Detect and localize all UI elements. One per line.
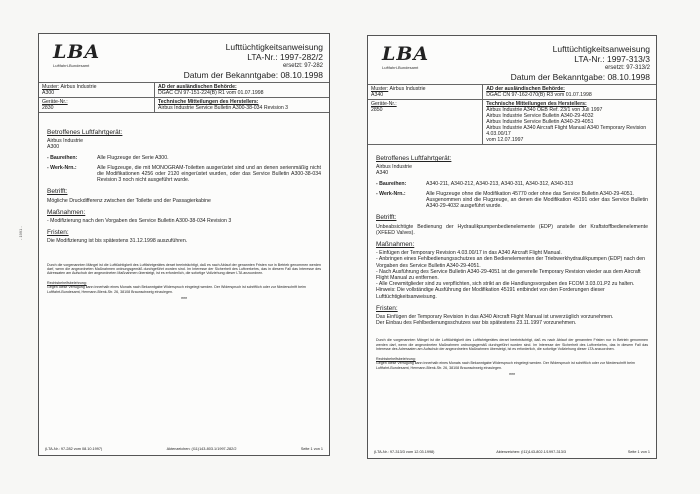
geraete-label: Geräte-Nr.:: [42, 99, 68, 105]
affected-line-1: Airbus Industrie: [47, 138, 84, 145]
authority-value: DGAC CN 97-151-224(B) R1 vom 01.07.1998: [158, 90, 264, 96]
doc-body: [47, 124, 321, 303]
doc-title: Lufttüchtigkeitsanweisung: [225, 42, 323, 52]
legal-remedy-title: Rechtsbehelfsbelehrung:: [47, 280, 87, 285]
affected-title: Betroffenes Luftfahrtgerät:: [47, 129, 123, 136]
subject-value: Unbeabsichtigte Bedienung der Hydraulikpumpenbedienelemente (EDP) anstelle der Kraftstoffbedienelemente (XFEED Valves).: [376, 223, 648, 236]
geraete-value: 2830: [42, 105, 54, 111]
info-grid: [368, 84, 656, 145]
muster-value: Airbus Industrie: [60, 84, 97, 90]
muster-label: Muster:: [371, 86, 389, 92]
logo-mark: LBA: [382, 43, 430, 65]
deadlines-title: Fristen:: [47, 229, 69, 237]
manufacturer-info-value: Airbus Industrie Service Bulletin A300-38-034 Revision 3: [158, 105, 289, 111]
lba-logo: [382, 44, 429, 70]
footer-lta: (LTA-Nr.: 97-282 vom 08.10.1997): [45, 447, 103, 451]
footer-file-ref: Aktenzeichen: (I11)143-803.1/1997-282/2: [166, 447, 237, 451]
footer-page: Seite 1 von 1: [300, 447, 323, 451]
measures-title: Maßnahmen:: [376, 241, 415, 249]
measures-note: Hinweis: Die vollständige Ausführung der Modifikation 45191 entbindet von den Forderungen dieser Lufttüchtigkeitsanweisung.: [376, 287, 605, 300]
muster-value: Airbus Industrie: [389, 86, 426, 92]
subject-title: Betrifft:: [47, 188, 68, 196]
page-footer: [45, 447, 323, 451]
deadlines-line: Der Einbau des Fehlbedienungsschutzes war bis spätestens 23.11.1997 vorzunehmen.: [376, 320, 577, 327]
serial-label: - Werk-Nrn.:: [376, 190, 406, 197]
header-block: [511, 44, 650, 82]
geraete-label: Geräte-Nr.:: [371, 101, 397, 107]
deadlines-line: Das Einfügen der Temporary Revision in das A340 Aircraft Flight Manual ist unverzüglich vorzunehmen.: [376, 314, 614, 321]
deadlines-title: Fristen:: [376, 304, 398, 312]
lba-logo: [53, 42, 100, 68]
separator-dots: ***: [508, 372, 516, 379]
subject-value: Mögliche Druckdifferenz zwischen der Toilette und der Passagierkabine: [47, 197, 211, 204]
muster-label: Muster:: [42, 84, 60, 90]
publication-date: Datum der Bekanntgabe: 08.10.1998: [510, 72, 650, 82]
lta-number: LTA-Nr.: 1997-313/3: [574, 54, 650, 64]
replaces: ersetzt: 97-282: [282, 63, 323, 69]
measures-value: - Modifizierung nach den Vorgaben des Service Bulletin A300-38-034 Revision 3: [47, 218, 232, 225]
logo-mark: LBA: [53, 41, 101, 63]
measures-line: - Anbringen eines Fehlbedienungsschutzes an den Bedienelementen der Triebwerkhydraulikpumpen (EDP) nach den Vorgaben des Service Bulletin A340-29-4051.: [376, 256, 646, 269]
page-footer: [374, 450, 650, 454]
logo-subtitle: Luftfahrt-Bundesamt: [382, 65, 419, 70]
legal-remedy-text: Gegen diese Verfügung kann innerhalb eines Monats nach Bekanntgabe Widerspruch eingelegt werden. Der Widerspruch ist schriftlich oder zur Niederschrift beim Luftfahrt-Bundesamt, Hermann-Blenk-Str. 26, 38108 Braunschweig einzulegen.: [47, 285, 306, 294]
measures-line: - Nach Ausführung des Service Bulletin A340-29-4051 ist die generelle Temporary Revision wieder aus dem Aircraft Flight Manual zu entfernen.: [376, 268, 641, 282]
doc-title: Lufttüchtigkeitsanweisung: [552, 44, 650, 54]
series-value: Alle Flugzeuge der Serie A300.: [97, 154, 169, 161]
authority-label: AD der ausländischen Behörde:: [158, 84, 237, 90]
muster-value-2: A300: [42, 90, 55, 96]
authority-value: DGAC CN 97-162-070(B) R3 vom 01.07.1998: [486, 92, 592, 98]
doc-body: [376, 150, 648, 379]
legal-notice: Durch die vorgenannten Mängel ist die Lufttüchtigkeit des Luftfahrtgerätes derart beeinträchtigt, daß es nach Ablauf der genannten Fristen nur in Betrieb genommen werden darf, wenn die angeordneten Maßnahmen ordnungsgemäß durchgeführt worden sind. Im Interesse der Sicherheit des Luftverkehrs, das in diesem Fall das Interesse des Adressaten am Aufschub der angeordneten Maßnahmen übersteigt, ist es erforderlich, die sofortige Vollziehung dieser LTA anzuordnen.: [376, 338, 648, 352]
document-page-right: [367, 35, 657, 459]
lta-number: LTA-Nr.: 1997-282/2: [247, 52, 323, 62]
footer-file-ref: Aktenzeichen: (I11)143-802.1/1997-313/3: [496, 450, 567, 454]
manufacturer-info-line: vom 12.07.1997: [486, 137, 524, 143]
geraete-value: 2850: [371, 107, 383, 113]
serial-value-2: Ausgenommen sind die Flugzeuge, an denen die Modifikation 45191 oder das Service Bulletin A340-29-4032 ausgeführt wurde.: [426, 197, 648, 210]
muster-value-2: A340: [371, 92, 384, 98]
footer-lta: (LTA-Nr.: 97-313/3 vom 12.03.1998): [374, 450, 435, 454]
manufacturer-info-line: Airbus Industrie A340 Aircraft Flight Manual A340 Temporary Revision 4.03.00/17: [486, 125, 647, 137]
publication-date: Datum der Bekanntgabe: 08.10.1998: [183, 70, 323, 80]
measures-line: - Alle Crewmitglieder sind zu verpflichten, sich strikt an die Handlungsvorgaben des FCOM 3.03.01.P2 zu halten.: [376, 281, 635, 288]
manufacturer-info-label: Technische Mitteilungen des Herstellers:: [158, 99, 259, 105]
series-value: A340-211, A340-212, A340-213, A340-311, A340-312, A340-313: [426, 180, 574, 187]
affected-line-2: A340: [376, 170, 389, 177]
legal-notice: Durch die vorgenannten Mängel ist die Lufttüchtigkeit des Luftfahrtgerätes derart beeinträchtigt, daß es nach Ablauf der genannten Fristen nur in Betrieb genommen werden darf, wenn die angeordneten Maßnahmen ordnungsgemäß durchgeführt worden sind. Im Interesse der Sicherheit des Luftverkehrs, das in diesem Fall das Interesse des Adressaten am Aufschub der angeordneten Maßnahmen übersteigt, ist es erforderlich, die sofortige Vollziehung dieser LTA anzuordnen.: [47, 262, 321, 276]
replaces: ersetzt: 97-313/2: [604, 65, 650, 71]
header-block: [184, 42, 323, 80]
info-grid: [39, 82, 329, 113]
deadlines-value: Die Modifizierung ist bis spätestens 31.12.1998 auszuführen.: [47, 238, 188, 245]
logo-subtitle: Luftfahrt-Bundesamt: [53, 63, 90, 68]
affected-line-2: A300: [47, 144, 60, 151]
manufacturer-info-line: Airbus Industrie Service Bulletin A340-29-4051: [486, 119, 594, 125]
serial-value: Alle Flugzeuge, die mit MONOGRAM-Toiletten ausgerüstet sind und an denen serienmäßig nicht die Modifikationen 4256 oder 2120 eingerüstet wurden, oder das Service Bulletin A300-38-034 Revision 3 noch nicht ausgeführt wurde.: [97, 164, 321, 184]
side-margin-mark: - 1991 -: [18, 226, 23, 240]
series-label: - Baureihen:: [376, 180, 407, 187]
footer-page: Seite 1 von 1: [627, 450, 650, 454]
serial-label: - Werk-Nrn.:: [47, 164, 77, 171]
document-page-left: [38, 33, 330, 456]
measures-line: - Einfügen der Temporary Revision 4.03.00/17 in das A340 Aircraft Flight Manual.: [376, 250, 562, 257]
subject-title: Betrifft:: [376, 214, 397, 222]
manufacturer-info-line: Airbus Industrie A340 OEB Ref. 23/1 von Juli 1997: [486, 107, 603, 113]
series-label: - Baureihen:: [47, 154, 78, 161]
legal-remedy-text: Gegen diese Verfügung kann innerhalb eines Monats nach Bekanntgabe Widerspruch eingelegt werden. Der Widerspruch ist schriftlich oder zur Niederschrift beim Luftfahrt-Bundesamt, Hermann-Blenk-Str. 26, 38108 Braunschweig einzulegen.: [376, 361, 635, 370]
affected-line-1: Airbus Industrie: [376, 164, 413, 171]
measures-title: Maßnahmen:: [47, 208, 86, 216]
separator-dots: ***: [180, 297, 188, 304]
manufacturer-info-line: Airbus Industrie Service Bulletin A340-29-4032: [486, 113, 594, 119]
serial-value: Alle Flugzeuge ohne die Modifikation 45770 oder ohne das Service Bulletin A340-29-4051.: [426, 190, 634, 197]
manufacturer-info-label: Technische Mitteilungen des Herstellers:: [486, 101, 587, 107]
authority-label: AD der ausländischen Behörde:: [486, 86, 565, 92]
affected-title: Betroffenes Luftfahrtgerät:: [376, 155, 452, 162]
legal-remedy-title: Rechtsbehelfsbelehrung:: [376, 356, 416, 361]
